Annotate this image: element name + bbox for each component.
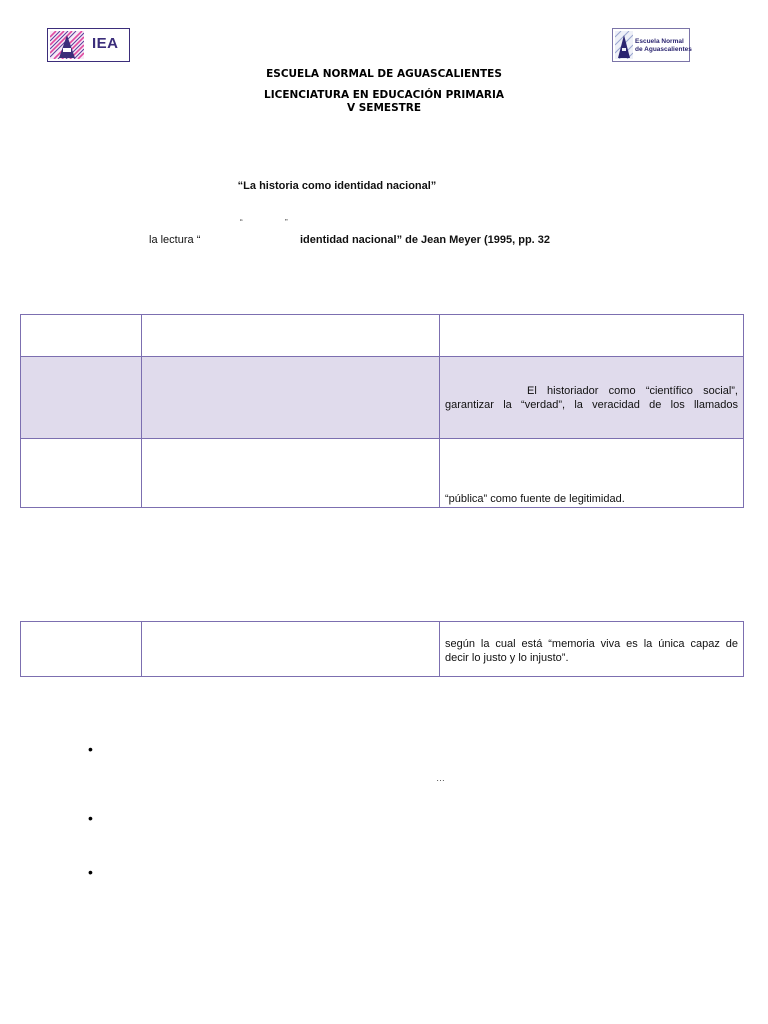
analysis-table [20, 314, 744, 508]
table-cell [142, 622, 440, 677]
small-open-quote: “ [240, 218, 243, 227]
table-cell [21, 357, 142, 439]
reading-prefix: la lectura “ [149, 234, 201, 246]
bullet-point: • [88, 864, 93, 880]
escuela-normal-logo-line1: Escuela Normal [635, 38, 684, 45]
small-close-quote: ” [285, 218, 288, 227]
table-cell [142, 357, 440, 439]
bullet-point: • [88, 741, 93, 757]
table-cell [440, 357, 744, 439]
table-cell [142, 439, 440, 508]
assignment-title: “La historia como identidad nacional” [237, 180, 437, 192]
table-row [21, 622, 744, 677]
iea-a-mark-icon [50, 31, 84, 59]
table-cell [440, 439, 744, 508]
table-row [21, 315, 744, 357]
table-row [21, 439, 744, 508]
table-cell [21, 622, 142, 677]
table-cell [440, 315, 744, 357]
table-cell [142, 315, 440, 357]
escuela-normal-mark-icon [615, 31, 633, 59]
cell-text-line: decir lo justo y lo injusto”. [445, 652, 569, 664]
cell-text-line: según la cual está “memoria viva es la única capaz de [445, 638, 738, 650]
semester-heading: V SEMESTRE [346, 102, 422, 114]
table-cell [21, 439, 142, 508]
reading-reference: identidad nacional” de Jean Meyer (1995, pp. 32 [300, 234, 551, 246]
ellipsis: … [436, 773, 445, 783]
table-cell [440, 622, 744, 677]
table-row [21, 357, 744, 439]
iea-logo-text: IEA [92, 35, 119, 52]
iea-logo [47, 28, 130, 62]
bullet-point: • [88, 810, 93, 826]
escuela-normal-logo [612, 28, 690, 62]
school-heading: ESCUELA NORMAL DE AGUASCALIENTES [266, 68, 502, 80]
cell-text-line: “pública” como fuente de legitimidad. [445, 493, 625, 505]
cell-text-line: El historiador como “científico social”, [527, 385, 738, 397]
analysis-table-continued [20, 621, 744, 677]
cell-text-line: garantizar la “verdad”, la veracidad de los llamados [445, 399, 738, 411]
escuela-normal-logo-line2: de Aguascalientes [635, 46, 692, 53]
program-heading: LICENCIATURA EN EDUCACIÓN PRIMARIA [264, 89, 504, 101]
table-cell [21, 315, 142, 357]
